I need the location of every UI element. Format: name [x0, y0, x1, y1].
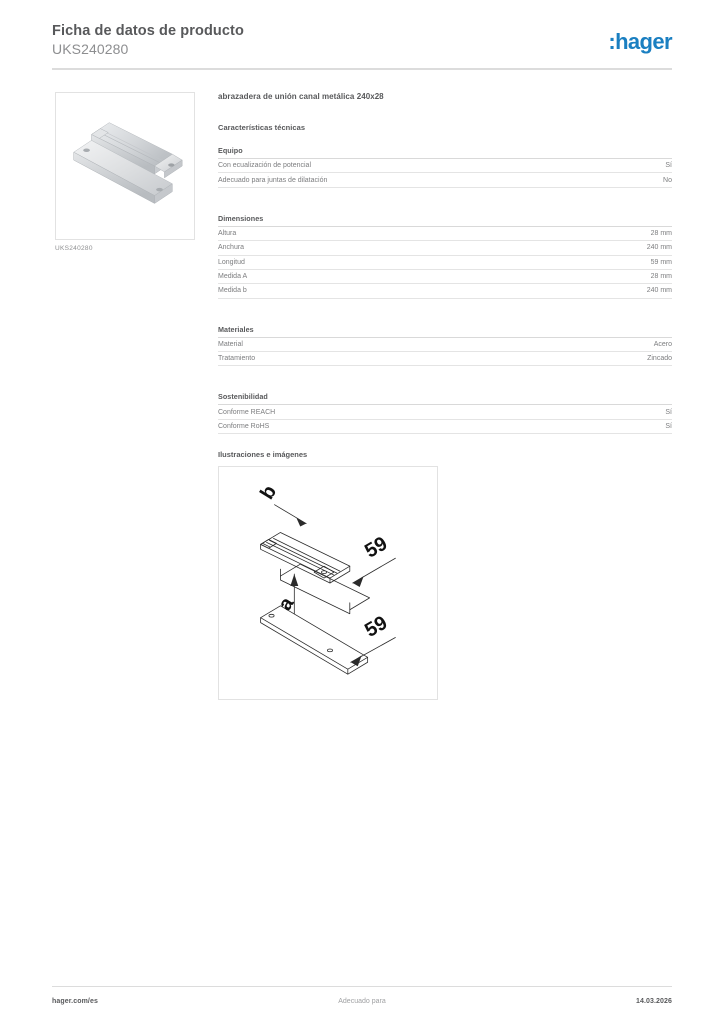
- spec-label: Altura: [218, 229, 237, 237]
- spec-group-sostenibilidad: [218, 392, 672, 434]
- spec-value: Sí: [665, 162, 672, 170]
- spec-group-title: Materiales: [218, 325, 672, 338]
- hager-logo: :hager: [608, 29, 672, 54]
- dimension-label-length-top: 59: [361, 532, 392, 563]
- spec-group-equipo: [218, 146, 672, 188]
- group-spacer: [218, 204, 672, 214]
- spec-value: 28 mm: [650, 273, 672, 281]
- product-photo: [55, 92, 195, 240]
- spec-label: Medida b: [218, 287, 247, 295]
- page-footer: [52, 998, 672, 1012]
- spec-value: No: [663, 176, 672, 184]
- product-description: abrazadera de unión canal metálica 240x28: [218, 92, 384, 101]
- spec-group-materiales: [218, 325, 672, 367]
- spec-group-title: Dimensiones: [218, 214, 672, 227]
- spec-value: Acero: [653, 340, 672, 348]
- footer-website[interactable]: hager.com/es: [52, 998, 98, 1005]
- spec-label: Conforme REACH: [218, 408, 276, 416]
- product-reference: UKS240280: [52, 41, 129, 57]
- spec-label: Material: [218, 340, 243, 348]
- spec-group-title: Equipo: [218, 146, 672, 159]
- table-row: [218, 173, 672, 187]
- spec-value: 240 mm: [646, 244, 672, 252]
- group-spacer: [218, 315, 672, 325]
- spec-value: 240 mm: [646, 287, 672, 295]
- page-header: [52, 22, 672, 68]
- dimension-arrowheads: [290, 518, 363, 667]
- illustrations-heading: Ilustraciones e imágenes: [218, 450, 308, 460]
- table-row: [218, 270, 672, 284]
- table-row: [218, 420, 672, 434]
- table-row: [218, 352, 672, 366]
- group-spacer: [218, 382, 672, 392]
- table-row: [218, 284, 672, 298]
- table-row: [218, 159, 672, 173]
- spec-label: Medida A: [218, 273, 248, 281]
- spec-label: Longitud: [218, 258, 245, 266]
- table-row: [218, 338, 672, 352]
- technical-drawing: [218, 466, 438, 700]
- page-title: Ficha de datos de producto: [52, 23, 244, 39]
- spec-value: 28 mm: [650, 229, 672, 237]
- table-row: [218, 405, 672, 419]
- spec-group-title: Sostenibilidad: [218, 392, 672, 405]
- table-row: [218, 227, 672, 241]
- spec-label: Conforme RoHS: [218, 422, 270, 430]
- spec-group-dimensiones: [218, 214, 672, 299]
- dimension-label-b: b: [256, 481, 282, 504]
- spec-label: Adecuado para juntas de dilatación: [218, 176, 328, 184]
- dimension-label-a: a: [273, 593, 299, 615]
- product-photo-image: [56, 93, 194, 239]
- header-divider: [52, 68, 672, 70]
- technical-characteristics-heading: Características técnicas: [218, 123, 306, 132]
- spec-label: Tratamiento: [218, 355, 256, 363]
- table-row: [218, 256, 672, 270]
- spec-value: Zincado: [647, 355, 672, 363]
- spec-label: Anchura: [218, 244, 245, 252]
- dimension-label-length-bottom: 59: [361, 611, 392, 642]
- technical-drawing-image: [219, 467, 437, 699]
- footer-date: 14.03.2026: [635, 998, 672, 1005]
- product-photo-caption: UKS240280: [55, 245, 93, 252]
- table-row: [218, 241, 672, 255]
- spec-value: Sí: [665, 408, 672, 416]
- footer-divider: [52, 986, 672, 987]
- spec-value: 59 mm: [650, 258, 672, 266]
- footer-center-text: Adecuado para: [338, 998, 386, 1005]
- spec-label: Con ecualización de potencial: [218, 162, 312, 170]
- main-content: [218, 92, 672, 700]
- spec-value: Sí: [665, 422, 672, 430]
